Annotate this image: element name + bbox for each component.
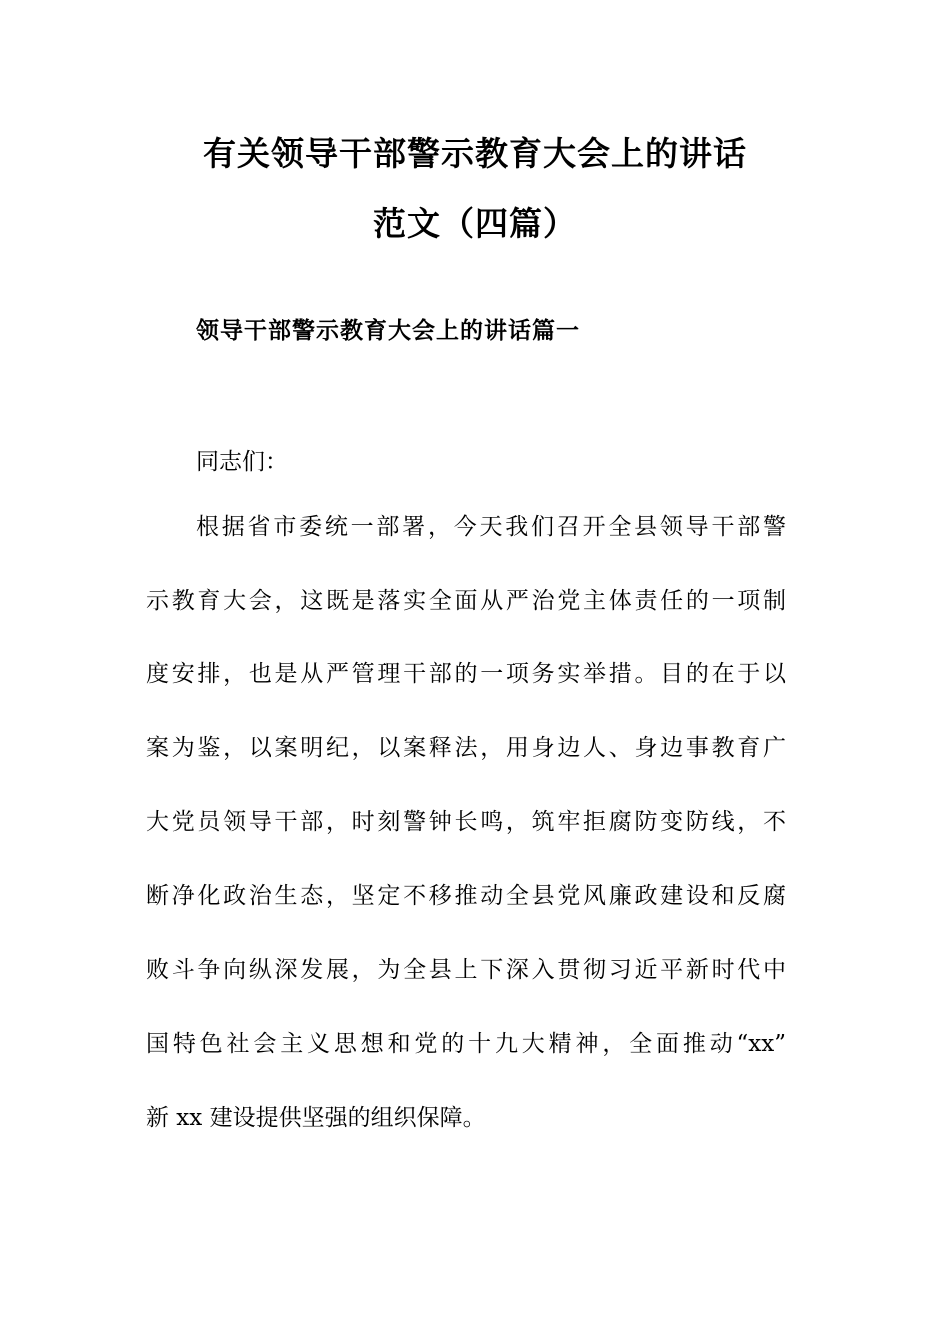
paragraph-line: 新 xx 建设提供坚强的组织保障。	[146, 1105, 486, 1131]
salutation: 同志们：	[196, 449, 288, 475]
paragraph-line: 败斗争向纵深发展，为全县上下深入贯彻习近平新时代中	[146, 957, 786, 983]
paragraph-line: 案为鉴，以案明纪，以案释法，用身边人、身边事教育广	[146, 735, 786, 761]
section-heading: 领导干部警示教育大会上的讲话篇一	[196, 318, 580, 344]
document-title-line-2: 范文（四篇）	[373, 204, 577, 243]
paragraph-line: 国特色社会主义思想和党的十九大精神，全面推动“xx”	[146, 1031, 786, 1057]
document-title-line-1: 有关领导干部警示教育大会上的讲话	[203, 134, 747, 173]
paragraph-line: 度安排，也是从严管理干部的一项务实举措。目的在于以	[146, 661, 786, 687]
paragraph-line: 根据省市委统一部署，今天我们召开全县领导干部警	[196, 514, 786, 540]
paragraph-line: 示教育大会，这既是落实全面从严治党主体责任的一项制	[146, 588, 786, 614]
paragraph-line: 大党员领导干部，时刻警钟长鸣，筑牢拒腐防变防线，不	[146, 809, 786, 835]
paragraph-line: 断净化政治生态，坚定不移推动全县党风廉政建设和反腐	[146, 883, 786, 909]
